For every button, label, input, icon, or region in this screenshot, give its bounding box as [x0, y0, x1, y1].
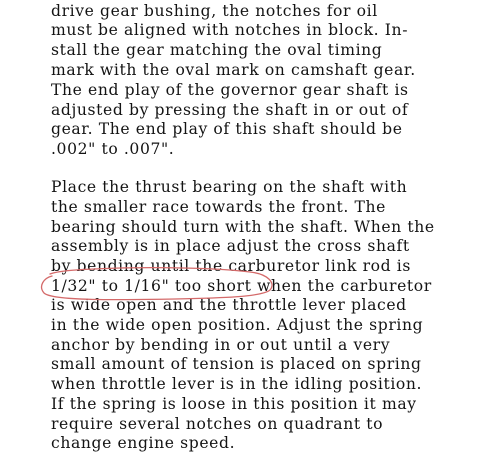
text-line: drive gear bushing, the notches for oil: [51, 2, 378, 20]
text-line: anchor by bending in or out until a very: [51, 336, 391, 354]
text-line: .002" to .007".: [51, 140, 175, 158]
text-line: change engine speed.: [51, 434, 236, 452]
text-line: assembly is in place adjust the cross shaft: [51, 237, 410, 255]
text-line: is wide open and the throttle lever placed: [51, 296, 407, 314]
text-line: when throttle lever is in the idling position.: [51, 375, 423, 393]
text-line: The end play of the governor gear shaft is: [51, 81, 409, 99]
text-line: small amount of tension is placed on spring: [51, 355, 422, 373]
text-line: must be aligned with notches in block. In-: [51, 21, 409, 39]
text-line: If the spring is loose in this position it may: [51, 395, 417, 413]
text-line: adjusted by pressing the shaft in or out of: [51, 101, 409, 119]
text-line: bearing should turn with the shaft. When the: [51, 218, 435, 236]
text-line: the smaller race towards the front. The: [51, 198, 386, 216]
text-line: stall the gear matching the oval timing: [51, 41, 383, 59]
text-line: gear. The end play of this shaft should be: [51, 120, 403, 138]
text-line: by bending until the carburetor link rod is: [51, 257, 411, 275]
text-line: Place the thrust bearing on the shaft with: [51, 178, 408, 196]
text-line: mark with the oval mark on camshaft gear.: [51, 61, 416, 79]
text-line-annotated: 1/32" to 1/16" too short when the carburetor: [51, 277, 432, 295]
text-line: require several notches on quadrant to: [51, 415, 384, 433]
text-line: in the wide open position. Adjust the spring: [51, 316, 424, 334]
